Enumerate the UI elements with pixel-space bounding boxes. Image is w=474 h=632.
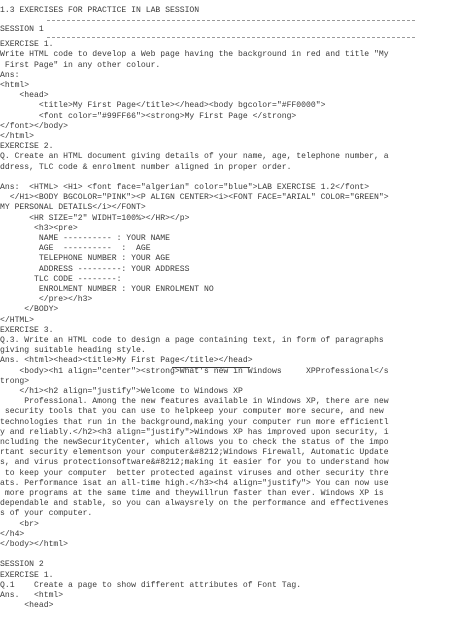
text-line: AGE ---------- : AGE [0, 244, 151, 254]
text-line: <font color="#99FF66"><strong>My First Page </strong> [0, 111, 297, 121]
text-line: trong> [0, 376, 30, 386]
text-line: </html> [0, 132, 34, 141]
text-line: <head> [0, 91, 49, 101]
text-line: ats. Performance isat an all-time high.</h3><h4 align="justify"> You can now use [0, 478, 389, 488]
text-line: s, and virus protectionsoftware&#8212;making it easier for you to understand how [0, 458, 389, 468]
text-line: y and reliably.</h2><h3 align="justify">Windows XP has improved upon security, i [0, 427, 389, 437]
text-line: </font></body> [0, 121, 68, 131]
text-line: more programs at the same time and theywillrun faster than ever. Windows XP is [0, 489, 384, 498]
text-line: First Page" in any other colour. [0, 60, 161, 70]
text-line: <br> [0, 519, 39, 529]
text-line: ENROLMENT NUMBER : YOUR ENROLMENT NO [0, 285, 214, 294]
text-line: </h1><h2 align="justify">Welcome to Windows XP [0, 387, 243, 396]
section-heading: 1.3 EXERCISES FOR PRACTICE IN LAB SESSION [0, 6, 200, 15]
text-line: EXERCISE 3. [0, 325, 54, 335]
text-line: <title>My First Page</title></head><body bgcolor="#FF0000"> [0, 101, 326, 111]
text-line: Ans. <html><head><title>My First Page</title></head> [0, 356, 253, 366]
dashed-rule-top [47, 20, 415, 21]
text-line: Ans. <html> [0, 591, 64, 600]
text-line: SESSION 2 [0, 560, 44, 570]
text-line: Professional. Among the new features available in Windows XP, there are new [0, 397, 389, 407]
text-line: to keep your computer better protected against viruses and other security thre [0, 468, 389, 478]
text-line: </H1><BODY BGCOLOR="PINK"><P ALIGN CENTER><i><FONT FACE="ARIAL" COLOR="GREEN"> [0, 193, 389, 203]
text-line: TLC CODE --------: [0, 274, 122, 284]
text-line: </HTML> [0, 315, 34, 325]
text-line: TELEPHONE NUMBER : YOUR AGE [0, 254, 170, 264]
text-line: Ans: [0, 70, 20, 80]
text-line: </h4> [0, 529, 25, 539]
text-line: technologies that run in the background,making your computer run more efficientl [0, 417, 389, 427]
text-line: <head> [0, 601, 54, 611]
text-line: giving suitable heading style. [0, 346, 146, 356]
text-line: rtant security elementson your computer&#8212;Windows Firewall, Automatic Update [0, 448, 389, 458]
text-line [0, 173, 474, 183]
text-line: Write HTML code to develop a Web page having the background in red and title "My [0, 50, 389, 60]
text-line: ddress, TLC code & enrolment number aligned in proper order. [0, 162, 292, 172]
text-line [0, 550, 474, 560]
text-line: <html> [0, 81, 30, 90]
text-line: Q.1 Create a page to show different attributes of Font Tag. [0, 580, 302, 590]
text-line: dependable and stable, so you can alwaysrely on the performance and effectivenes [0, 499, 389, 509]
text-line: <body><h1 align="center"><strong>What's new in Windows XPProfessional</s [0, 366, 389, 376]
text-line: EXERCISE 1. [0, 570, 54, 580]
text-line: EXERCISE 1. [0, 40, 54, 50]
text-line: <h3><pre> [0, 223, 78, 233]
text-line: ADDRESS ---------: YOUR ADDRESS [0, 264, 190, 274]
text-line: s of your computer. [0, 509, 93, 519]
text-line: MY PERSONAL DETAILS</i></FONT> [0, 203, 146, 213]
text-line: </BODY> [0, 305, 59, 315]
text-line: EXERCISE 2. [0, 142, 54, 152]
text-line: NAME ---------- : YOUR NAME [0, 234, 170, 243]
text-line: Ans: <HTML> <H1> <font face="algerian" color="blue">LAB EXERCISE 1.2</font> [0, 183, 370, 192]
dashed-rule-bottom [47, 37, 415, 38]
text-line: security tools that you can use to helpkeep your computer more secure, and new [0, 407, 384, 417]
tlc-code-underline [172, 367, 250, 368]
text-line: SESSION 1 [0, 25, 44, 34]
text-line: </pre></h3> [0, 295, 93, 305]
text-line: Q.3. Write an HTML code to design a page containing text, in form of paragraphs [0, 336, 384, 345]
text-line: Q. Create an HTML document giving details of your name, age, telephone number, a [0, 152, 389, 162]
text-line: ncluding the newSecurityCenter, which allows you to check the status of the impo [0, 438, 389, 447]
text-line: <HR SIZE="2" WIDHT=100%></HR></p> [0, 213, 190, 223]
text-line: </body></html> [0, 540, 68, 549]
